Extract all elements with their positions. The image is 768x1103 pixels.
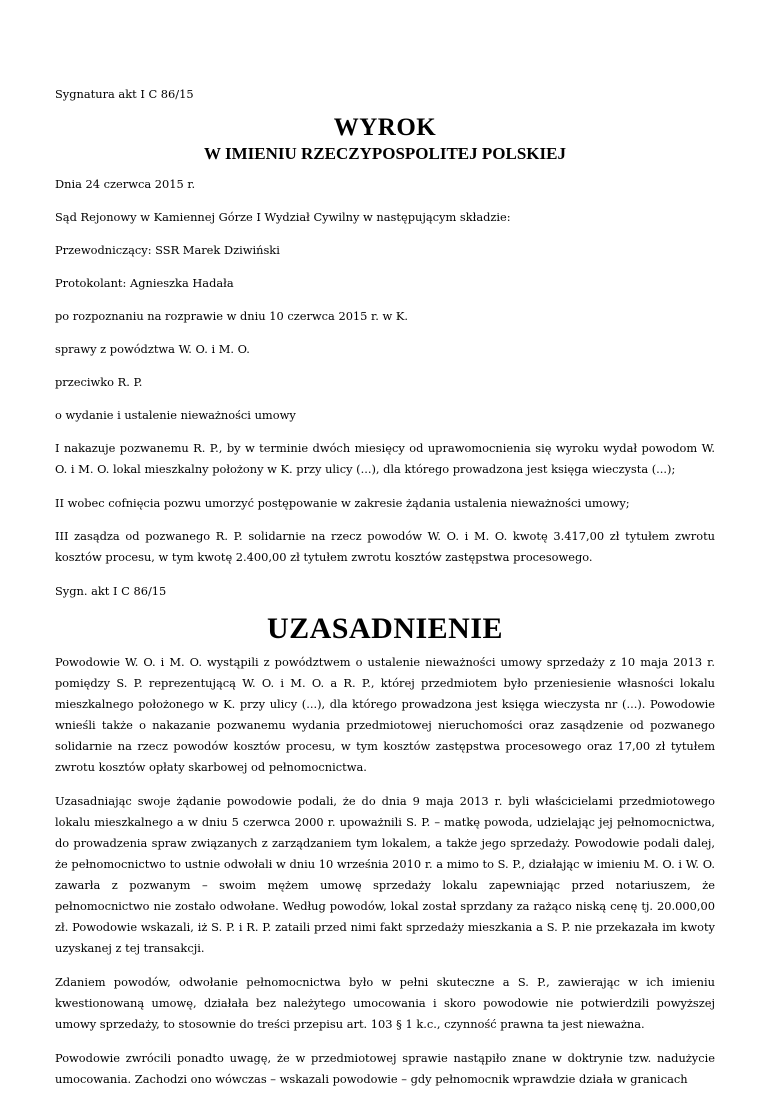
- ruling-point-2: II wobec cofnięcia pozwu umorzyć postępowanie w zakresie żądania ustalenia nieważności umowy;: [55, 496, 630, 510]
- hearing-info: po rozpoznaniu na rozprawie w dniu 10 czerwca 2015 r. w K.: [55, 309, 408, 323]
- document-page: [55, 84, 715, 1103]
- verdict-date: Dnia 24 czerwca 2015 r.: [55, 177, 196, 191]
- presiding-judge: Przewodniczący: SSR Marek Dziwiński: [55, 243, 280, 257]
- justification-title: UZASADNIENIE: [266, 612, 504, 645]
- verdict-title: WYROK: [333, 114, 437, 141]
- justification-paragraph-1: Powodowie W. O. i M. O. wystąpili z powództwem o ustalenie nieważności umowy sprzedaży z 10 maja 2013 r. pomiędzy S. P. reprezentującą W. O. i M. O. a R. P., której przedmiotem było przeniesienie własności lokalu mieszkalnego położonego w K. przy ulicy (...), dla którego prowadzona jest księga wieczysta nr (...). Powodowie wnieśli także o nakazanie pozwanemu wydania przedmiotowej nieruchomości oraz zasądzenie od pozwanego solidarnie na rzecz powodów kosztów procesu, w tym kosztów zastępstwa procesowego oraz 17,00 zł tytułem zwrotu kosztów opłaty skarbowej od pełnomocnictwa.: [55, 655, 715, 774]
- justification-paragraph-3: Zdaniem powodów, odwołanie pełnomocnictwa było w pełni skuteczne a S. P., zawierając w ich imieniu kwestionowaną umowę, działała bez należytego umocowania i skoro powodowie nie potwierdzili powyższej umowy sprzedaży, to stosownie do treści przepisu art. 103 § 1 k.c., czynność prawna ta jest nieważna.: [55, 975, 715, 1031]
- court-composition: Sąd Rejonowy w Kamiennej Górze I Wydział Cywilny w następującym składzie:: [55, 210, 511, 224]
- case-plaintiffs: sprawy z powództwa W. O. i M. O.: [55, 342, 250, 356]
- justification-paragraph-2: Uzasadniając swoje żądanie powodowie podali, że do dnia 9 maja 2013 r. byli właścicielami przedmiotowego lokalu mieszkalnego a w dniu 5 czerwca 2000 r. upoważnili S. P. – matkę powoda, udzielając jej pełnomocnictwa, do prowadzenia spraw związanych z zarządzaniem tym lokalem, a także jego sprzedaży. Powodowie podali dalej, że pełnomocnictwo to ustnie odwołali w dniu 10 września 2010 r. a mimo to S. P., działając w imieniu M. O. i W. O. zawarła z pozwanym – swoim mężem umowę sprzedaży lokalu zapewniając przed notariuszem, że pełnomocnictwo nie zostało odwołane. Według powodów, lokal został sprzdany za rażąco niską cenę tj. 20.000,00 zł. Powodowie wskazali, iż S. P. i R. P. zataili przed nimi fakt sprzedaży mieszkania a S. P. nie przekazała im kwoty uzyskanej z tej transakcji.: [55, 794, 715, 955]
- justification-paragraph-4: Powodowie zwrócili ponadto uwagę, że w przedmiotowej sprawie nastąpiło znane w doktrynie tzw. nadużycie umocowania. Zachodzi ono wówczas – wskazali powodowie – gdy pełnomocnik wprawdzie działa w granicach: [55, 1051, 715, 1086]
- case-defendant: przeciwko R. P.: [55, 375, 143, 389]
- court-clerk: Protokolant: Agnieszka Hadała: [55, 276, 234, 290]
- case-signature-2: Sygn. akt I C 86/15: [55, 584, 167, 598]
- ruling-point-1: I nakazuje pozwanemu R. P., by w terminie dwóch miesięcy od uprawomocnienia się wyroku wydał powodom W. O. i M. O. lokal mieszkalny położony w K. przy ulicy (...), dla którego prowadzona jest księga wieczysta (...);: [55, 441, 715, 476]
- case-signature: Sygnatura akt I C 86/15: [55, 87, 194, 101]
- ruling-point-3: III zasądza od pozwanego R. P. solidarnie na rzecz powodów W. O. i M. O. kwotę 3.417,00 zł tytułem zwrotu kosztów procesu, w tym kwotę 2.400,00 zł tytułem zwrotu kosztów zastępstwa procesowego.: [55, 529, 715, 564]
- verdict-subtitle: W IMIENIU RZECZYPOSPOLITEJ POLSKIEJ: [204, 144, 566, 163]
- case-subject: o wydanie i ustalenie nieważności umowy: [55, 408, 296, 422]
